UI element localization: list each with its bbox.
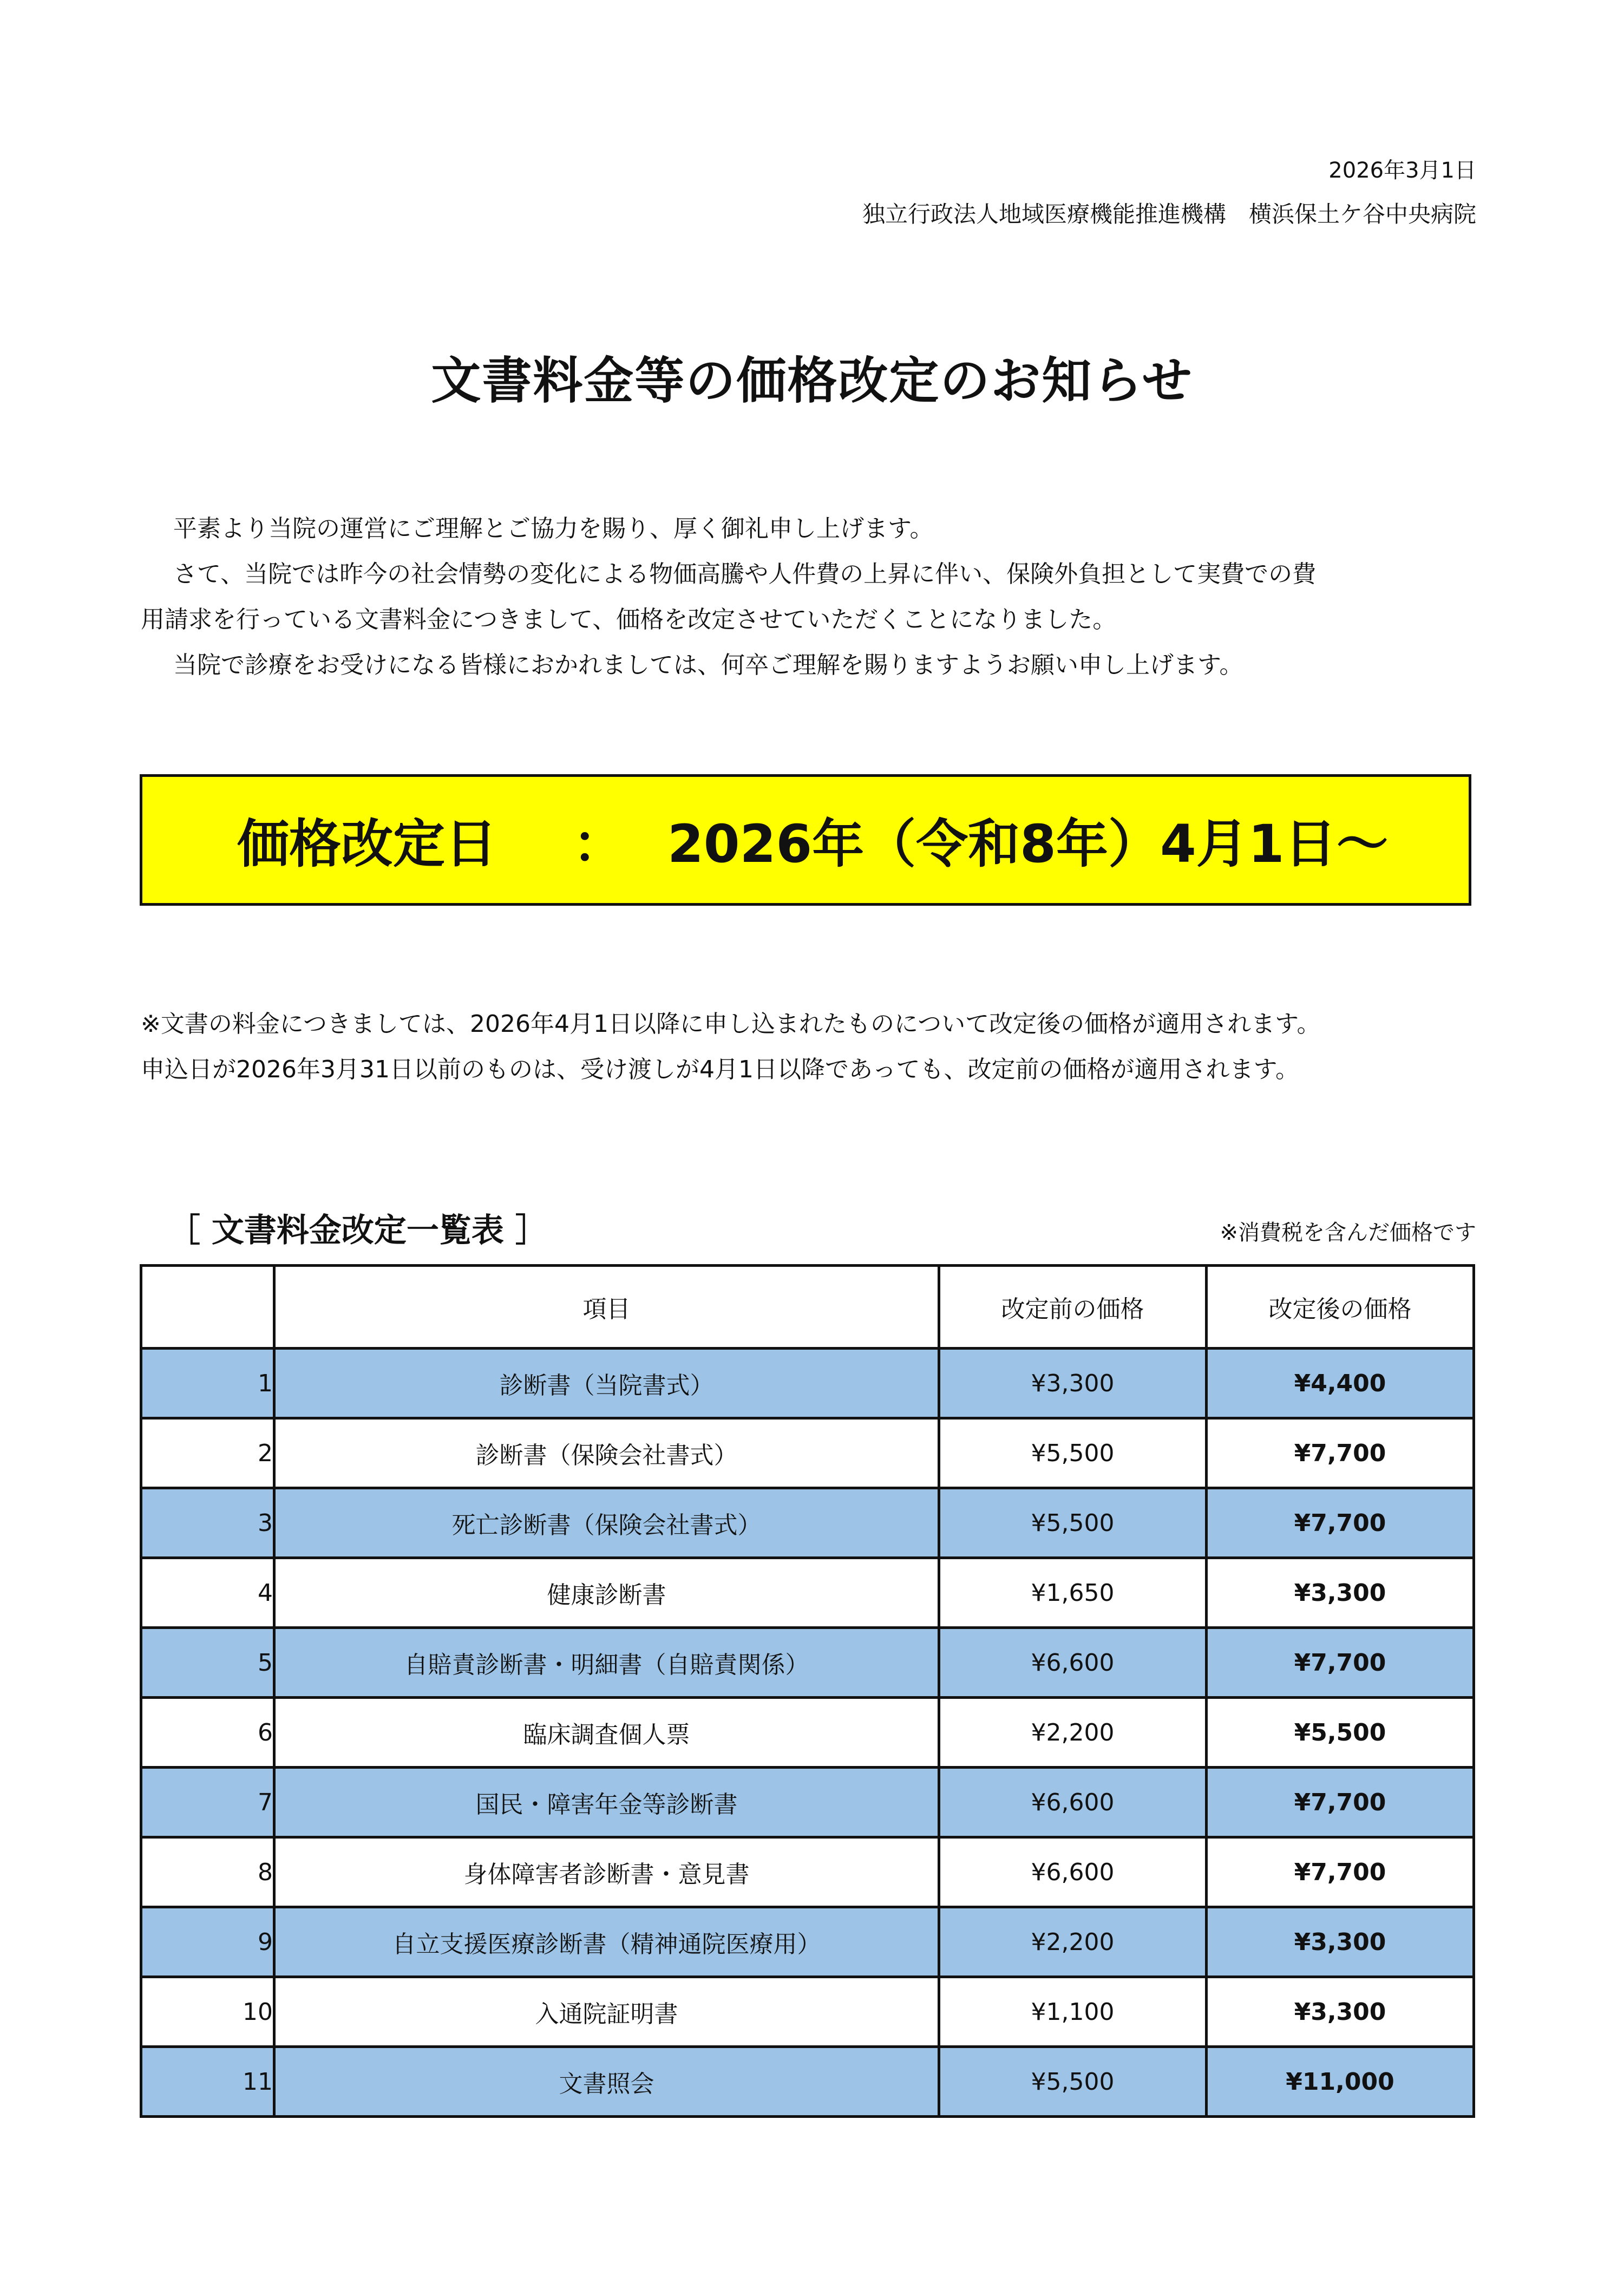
row-number: 11 — [141, 2047, 274, 2117]
row-after-price: ¥7,700 — [1207, 1837, 1474, 1907]
revision-date-value: 2026年（令和8年）4月1日～ — [667, 814, 1389, 874]
revision-date-banner — [140, 774, 1471, 906]
row-number: 4 — [141, 1558, 274, 1628]
row-before-price: ¥5,500 — [939, 1418, 1207, 1488]
revision-date-label: 価格改定日 — [237, 814, 497, 874]
row-after-price: ¥3,300 — [1207, 1558, 1474, 1628]
row-before-price: ¥2,200 — [939, 1907, 1207, 1977]
intro-line: さて、当院では昨今の社会情勢の変化による物価高騰や人件費の上昇に伴い、保険外負担として実費での費 — [173, 560, 1317, 588]
row-number: 2 — [141, 1418, 274, 1488]
header-after-price: 改定後の価格 — [1207, 1266, 1474, 1349]
row-after-price: ¥11,000 — [1207, 2047, 1474, 2117]
table-title: ［ 文書料金改定一覧表 ］ — [168, 1212, 548, 1250]
header-before-price: 改定前の価格 — [939, 1266, 1207, 1349]
table-row — [141, 1698, 1474, 1768]
fee-table — [140, 1264, 1475, 2118]
row-item: 国民・障害年金等診断書 — [274, 1768, 939, 1837]
table-row — [141, 1768, 1474, 1837]
row-number: 5 — [141, 1628, 274, 1698]
row-number: 3 — [141, 1488, 274, 1558]
intro-text — [141, 506, 1483, 688]
header-item: 項目 — [274, 1266, 939, 1349]
row-after-price: ¥4,400 — [1207, 1349, 1474, 1418]
row-item: 臨床調査個人票 — [274, 1698, 939, 1768]
table-row — [141, 1977, 1474, 2047]
row-before-price: ¥6,600 — [939, 1837, 1207, 1907]
table-row — [141, 1349, 1474, 1418]
row-after-price: ¥3,300 — [1207, 1977, 1474, 2047]
row-before-price: ¥1,100 — [939, 1977, 1207, 2047]
row-item: 自立支援医療診断書（精神通院医療用） — [274, 1907, 939, 1977]
row-after-price: ¥7,700 — [1207, 1628, 1474, 1698]
row-number: 8 — [141, 1837, 274, 1907]
table-row — [141, 2047, 1474, 2117]
intro-line: 当院で診療をお受けになる皆様におかれましては、何卒ご理解を賜りますようお願い申し上げます。 — [173, 651, 1243, 679]
intro-line: 平素より当院の運営にご理解とご協力を賜り、厚く御礼申し上げます。 — [173, 515, 934, 542]
row-number: 7 — [141, 1768, 274, 1837]
row-after-price: ¥5,500 — [1207, 1698, 1474, 1768]
row-item: 自賠責診断書・明細書（自賠責関係） — [274, 1628, 939, 1698]
organization-name: 独立行政法人地域医療機能推進機構 横浜保土ケ谷中央病院 — [862, 201, 1476, 227]
intro-line: 用請求を行っている文書料金につきまして、価格を改定させていただくことになりました。 — [141, 606, 1117, 633]
row-item: 診断書（当院書式） — [274, 1349, 939, 1418]
row-before-price: ¥6,600 — [939, 1768, 1207, 1837]
table-row — [141, 1488, 1474, 1558]
row-after-price: ¥7,700 — [1207, 1768, 1474, 1837]
notice-line: ※文書の料金につきましては、2026年4月1日以降に申し込まれたものについて改定後の価格が適用されます。 — [141, 1010, 1321, 1038]
row-before-price: ¥5,500 — [939, 1488, 1207, 1558]
row-number: 6 — [141, 1698, 274, 1768]
row-number: 9 — [141, 1907, 274, 1977]
row-item: 死亡診断書（保険会社書式） — [274, 1488, 939, 1558]
page-title: 文書料金等の価格改定のお知らせ — [431, 352, 1193, 410]
row-before-price: ¥3,300 — [939, 1349, 1207, 1418]
table-row — [141, 1907, 1474, 1977]
table-row — [141, 1558, 1474, 1628]
notice-line: 申込日が2026年3月31日以前のものは、受け渡しが4月1日以降であっても、改定前の価格が適用されます。 — [141, 1056, 1299, 1083]
row-before-price: ¥2,200 — [939, 1698, 1207, 1768]
row-item: 身体障害者診断書・意見書 — [274, 1837, 939, 1907]
row-before-price: ¥6,600 — [939, 1628, 1207, 1698]
row-before-price: ¥1,650 — [939, 1558, 1207, 1628]
row-after-price: ¥3,300 — [1207, 1907, 1474, 1977]
row-before-price: ¥5,500 — [939, 2047, 1207, 2117]
row-number: 1 — [141, 1349, 274, 1418]
table-header-row — [141, 1266, 1474, 1349]
table-row — [141, 1628, 1474, 1698]
header-no — [141, 1266, 274, 1349]
revision-date-colon: ： — [573, 814, 625, 874]
row-after-price: ¥7,700 — [1207, 1418, 1474, 1488]
row-after-price: ¥7,700 — [1207, 1488, 1474, 1558]
row-item: 入通院証明書 — [274, 1977, 939, 2047]
tax-note: ※消費税を含んだ価格です — [1220, 1220, 1476, 1245]
row-number: 10 — [141, 1977, 274, 2047]
table-row — [141, 1418, 1474, 1488]
row-item: 文書照会 — [274, 2047, 939, 2117]
document-date: 2026年3月1日 — [1328, 158, 1476, 183]
row-item: 診断書（保険会社書式） — [274, 1418, 939, 1488]
notice-text — [141, 1002, 1494, 1093]
row-item: 健康診断書 — [274, 1558, 939, 1628]
table-row — [141, 1837, 1474, 1907]
